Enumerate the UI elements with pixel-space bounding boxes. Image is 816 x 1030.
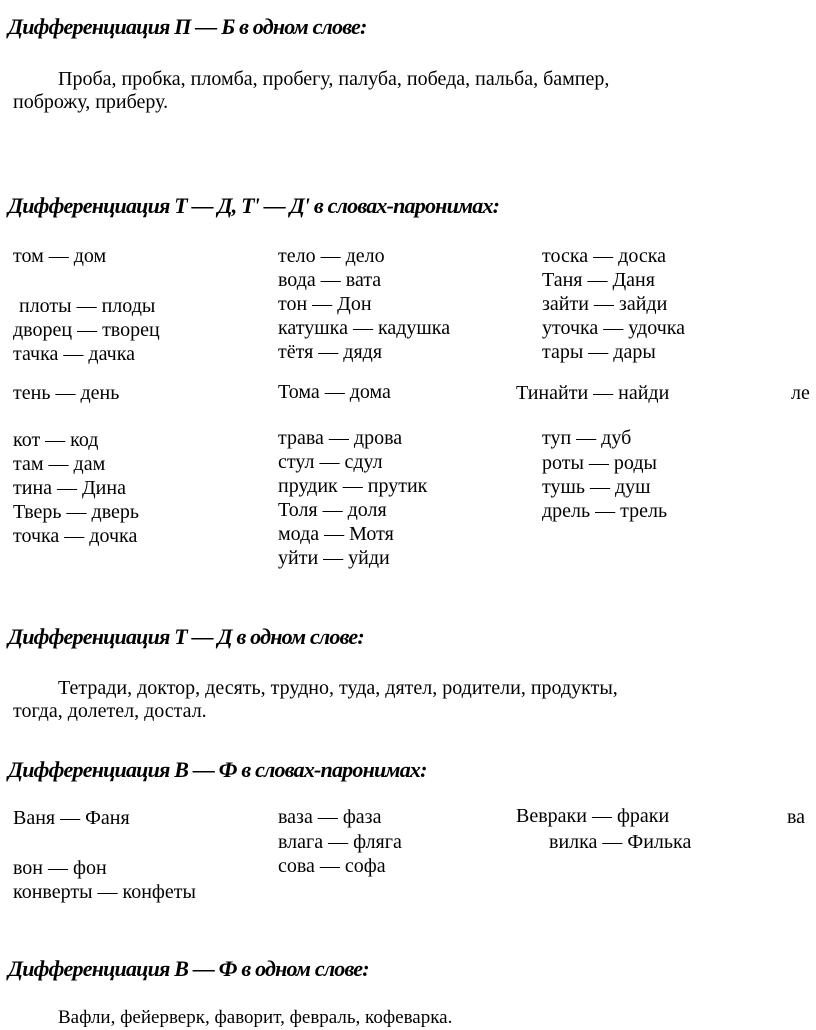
word-pair: Тверь — дверь — [13, 501, 140, 523]
word-pair: тары — дары — [542, 341, 656, 363]
word-pair: трава — дрова — [278, 427, 403, 449]
word-pair: Тома — дома — [278, 381, 391, 403]
section-heading-v-f-paronyms: Дифференциация В — Ф в словах-паронимах: — [8, 757, 427, 782]
paragraph-line: Вафли, фейерверк, фаворит, февраль, кофеварка. — [58, 1007, 453, 1028]
word-pair: кот — код — [13, 429, 99, 451]
word-pair: туп — дуб — [542, 427, 632, 449]
word-pair: тётя — дядя — [278, 341, 383, 363]
word-pair: сова — софа — [278, 855, 386, 877]
word-pair: Ваня — Фаня — [13, 807, 130, 829]
word-pair: плоты — плоды — [19, 295, 156, 317]
word-pair: тело — дело — [278, 245, 385, 267]
section-heading-t-d-paronyms: Дифференциация Т — Д, Т' — Д' в словах-паронимах: — [8, 193, 500, 218]
word-pair: уйти — уйди — [278, 547, 390, 569]
word-pair: катушка — кадушка — [278, 317, 451, 339]
word-pair: стул — сдул — [278, 451, 383, 473]
word-pair: Толя — доля — [278, 499, 387, 521]
word-pair: прудик — прутик — [278, 475, 428, 497]
word-pair: мода — Мотя — [278, 523, 394, 545]
overflow-fragment: ле — [791, 382, 810, 404]
word-pair: Вевраки — фраки — [516, 805, 670, 827]
word-pair: вилка — Филька — [549, 831, 692, 853]
word-pair: том — дом — [13, 245, 107, 267]
word-pair: влага — фляга — [278, 831, 402, 853]
word-pair: дрель — трель — [542, 500, 668, 522]
word-pair: дворец — творец — [13, 319, 160, 341]
paragraph-line: поброжу, приберу. — [13, 91, 169, 113]
word-pair: Тинайти — найди — [516, 382, 670, 404]
word-pair: тоска — доска — [542, 245, 666, 267]
word-pair: тень — день — [13, 382, 120, 404]
word-pair: роты — роды — [542, 452, 657, 474]
word-pair: конверты — конфеты — [13, 881, 196, 903]
section-heading-p-b: Дифференциация П — Б в одном слове: — [8, 14, 367, 39]
word-pair: тушь — душ — [542, 476, 651, 498]
overflow-fragment: ва — [787, 806, 806, 828]
word-pair: вода — вата — [278, 269, 382, 291]
section-heading-v-f-one-word: Дифференциация В — Ф в одном слове: — [8, 956, 369, 981]
word-pair: тачка — дачка — [13, 343, 136, 365]
paragraph-line: Тетради, доктор, десять, трудно, туда, дятел, родители, продукты, — [58, 677, 618, 699]
paragraph-line: Проба, пробка, пломба, пробегу, палуба, победа, пальба, бампер, — [58, 68, 610, 90]
word-pair: уточка — удочка — [542, 317, 686, 339]
word-pair: тина — Дина — [13, 477, 126, 499]
word-pair: точка — дочка — [13, 525, 138, 547]
word-pair: вон — фон — [13, 857, 107, 879]
paragraph-line: тогда, долетел, достал. — [13, 700, 207, 722]
section-heading-t-d-one-word: Дифференциация Т — Д в одном слове: — [8, 624, 364, 649]
word-pair: зайти — зайди — [542, 293, 668, 315]
word-pair: там — дам — [13, 453, 106, 475]
word-pair: Таня — Даня — [542, 269, 655, 291]
word-pair: тон — Дон — [278, 293, 372, 315]
word-pair: ваза — фаза — [278, 806, 382, 828]
